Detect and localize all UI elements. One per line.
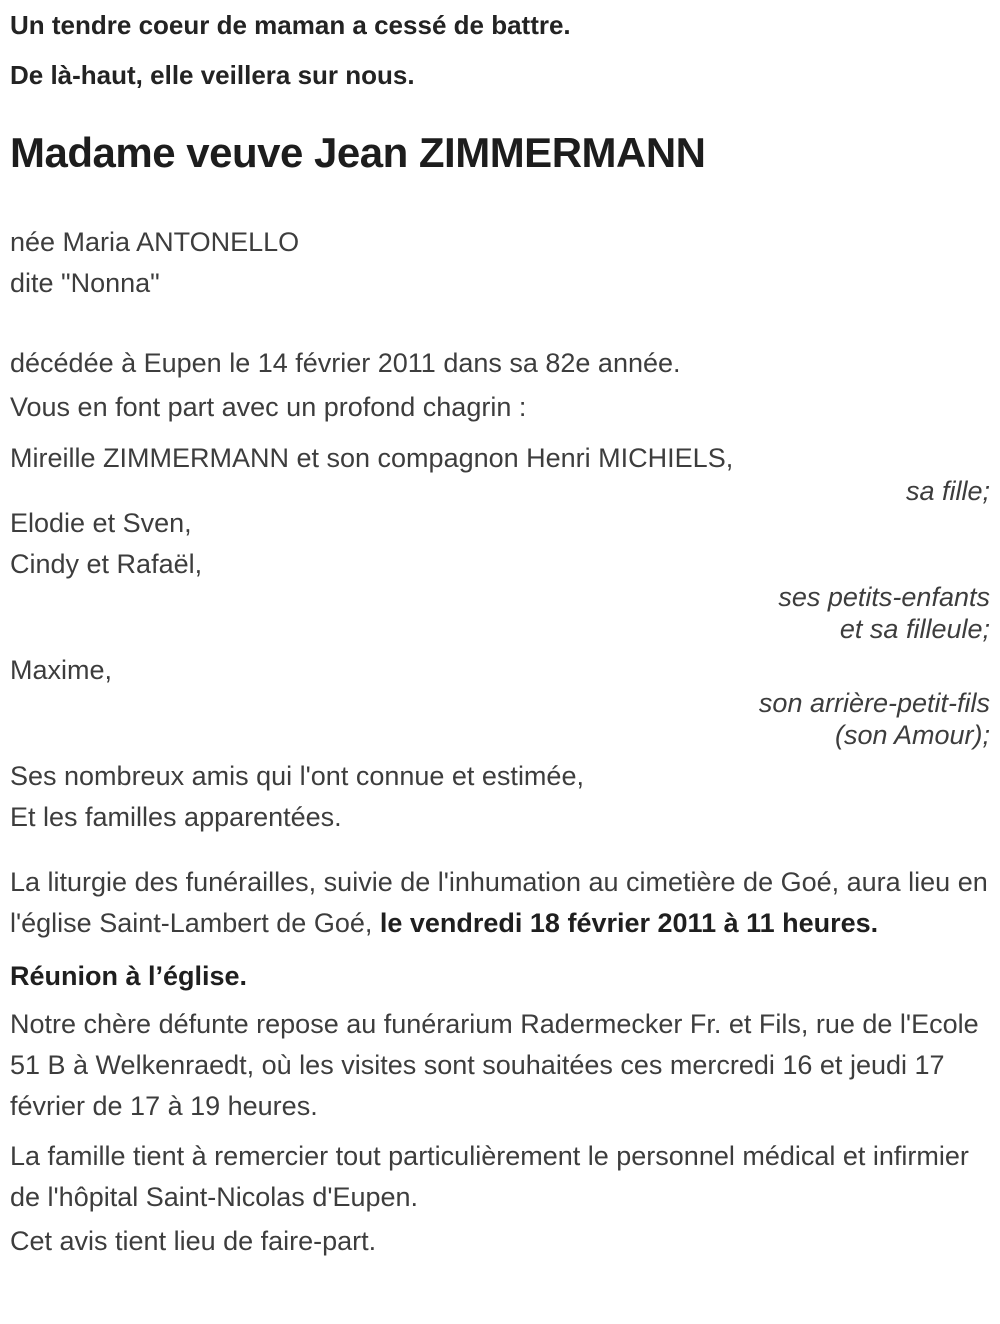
death-statement: décédée à Eupen le 14 février 2011 dans sa 82e année. <box>10 348 681 378</box>
epigraph-line-1: Un tendre coeur de maman a cessé de battre. <box>10 10 571 40</box>
relation-label-great-grandson: son arrière-petit-fils <box>758 688 990 718</box>
acknowledgement-paragraph: La famille tient à remercier tout particulièrement le personnel médical et infirmier de l'hôpital Saint-Nicolas d'Eupen. <box>10 1141 969 1212</box>
mourners-list <box>10 438 990 838</box>
relation-label-amour: (son Amour); <box>834 720 990 750</box>
ceremony-date-time: le vendredi 18 février 2011 à 11 heures. <box>379 908 879 938</box>
mourner-related-families: Et les familles apparentées. <box>10 802 342 832</box>
mourner-great-grandson: Maxime, <box>10 655 113 685</box>
mourner-grandchildren-1: Elodie et Sven, <box>10 508 192 538</box>
relation-label-goddaughter: et sa filleule; <box>839 614 990 644</box>
epigraph-line-2: De là-haut, elle veillera sur nous. <box>10 60 415 90</box>
relation-label-daughter: sa fille; <box>905 476 990 506</box>
visitation-paragraph: Notre chère défunte repose au funérarium Radermecker Fr. et Fils, rue de l'Ecole 51 B à Welkenraedt, où les visites sont souhaitées ces mercredi 16 et jeudi 17 février de 17 à 19 heures. <box>10 1009 979 1121</box>
mourner-grandchildren-2: Cindy et Rafaël, <box>10 549 203 579</box>
announcement-intro: Vous en font part avec un profond chagrin : <box>10 392 527 422</box>
closing-notice: Cet avis tient lieu de faire-part. <box>10 1226 377 1256</box>
meeting-notice: Réunion à l’église. <box>10 961 248 991</box>
maiden-name: née Maria ANTONELLO <box>10 227 300 257</box>
ceremony-text: La liturgie des funérailles, suivie de l'inhumation au cimetière de Goé, aura lieu en l'église Saint-Lambert de Goé, <box>10 867 988 938</box>
mourner-friends: Ses nombreux amis qui l'ont connue et estimée, <box>10 761 584 791</box>
deceased-name-title: Madame veuve Jean ZIMMERMANN <box>10 129 706 176</box>
ceremony-paragraph <box>10 862 990 944</box>
nickname: dite "Nonna" <box>10 268 160 298</box>
mourner-daughter-names: Mireille ZIMMERMANN et son compagnon Henri MICHIELS, <box>10 443 734 473</box>
relation-label-grandchildren: ses petits-enfants <box>778 582 990 612</box>
